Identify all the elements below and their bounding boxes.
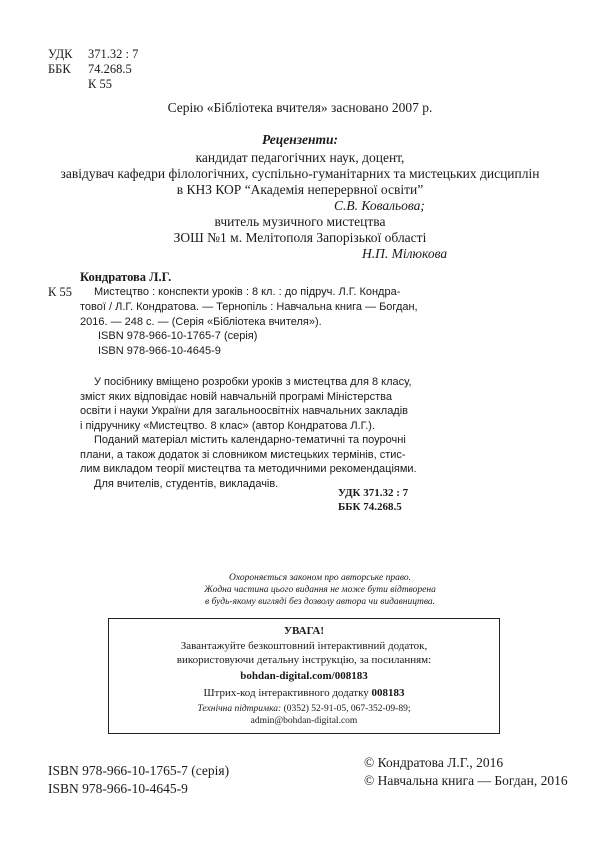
copyright-notice (180, 572, 460, 608)
barcode-label: Штрих-код інтерактивного додатку (203, 687, 369, 699)
support-info (109, 703, 499, 727)
footer-isbn (48, 762, 229, 798)
bib-line: тової / Л.Г. Кондратова. — Тернопіль : Навчальна книга — Богдан, (80, 301, 418, 313)
bib-isbn-line: ISBN 978-966-10-4645-9 (98, 345, 221, 357)
annotation-line: Для вчителів, студентів, викладачів. (94, 477, 279, 490)
udk-label: УДК (48, 47, 73, 61)
copyright-notice-line: Жодна частина цього видання не може бути відтворена (204, 585, 436, 595)
notice-title: УВАГА! (283, 625, 325, 637)
reviewer-1-line: в КНЗ КОР “Академія неперервної освіти” (176, 182, 424, 197)
annotation-line: зміст яких відповідає новій навчальній програмі Міністерства (80, 390, 392, 403)
bib-description (80, 285, 520, 330)
annotation-line: У посібнику вміщено розробки уроків з мистецтва для 8 класу, (94, 376, 412, 388)
notice-link[interactable]: bohdan-digital.com/008183 (240, 670, 368, 682)
bib-isbn (98, 329, 257, 359)
annotation (80, 375, 520, 491)
support-email[interactable]: admin@bohdan-digital.com (250, 716, 358, 726)
classification-block (48, 47, 138, 92)
copyright-notice-line: в будь-якому вигляді без дозволу автора чи видавництва. (204, 597, 436, 607)
udk-value: 371.32 : 7 (88, 47, 139, 61)
annotation-line: плани, а також додаток зі словником мистецьких термінів, стис- (80, 448, 406, 461)
footer-isbn-line: ISBN 978-966-10-1765-7 (серія) (48, 763, 230, 778)
reviewer-1-name: С.В. Ковальова; (334, 198, 425, 213)
reviewer-2-name: Н.П. Мілюкова (362, 246, 448, 261)
footer-isbn-line: ISBN 978-966-10-4645-9 (48, 781, 188, 796)
reviewer-1-line: завідувач кафедри філологічних, суспільно-гуманітарних та мистецьких дисциплін (60, 166, 540, 181)
reviewer-1 (0, 150, 600, 198)
barcode-code: 008183 (371, 687, 405, 699)
notice-box (108, 618, 500, 734)
bib-line: 2016. — 248 с. — (Серія «Бібліотека вчителя»). (80, 316, 322, 328)
annotation-line: і підручнику «Мистецтво. 8 клас» (автор Кондратова Л.Г.). (80, 419, 376, 432)
annotation-line: освіти і науки України для загальноосвітніх навчальних закладів (80, 405, 409, 417)
support-label: Технічна підтримка: (197, 704, 282, 714)
bib-mark: К 55 (48, 285, 72, 299)
footer-copyright-line: © Кондратова Л.Г., 2016 (364, 755, 504, 770)
annotation-line: лим викладом теорії мистецтва та методичними рекомендаціями. (80, 463, 417, 475)
series-note: Серію «Бібліотека вчителя» засновано 2007 р. (167, 100, 433, 115)
bbk-label: ББК (48, 62, 71, 76)
annotation-bbk: ББК 74.268.5 (338, 501, 402, 513)
notice-text-line: Завантажуйте безкоштовний інтерактивний додаток, (180, 640, 428, 652)
barcode-line (109, 686, 499, 700)
reviewer-2-line: ЗОШ №1 м. Мелітополя Запорізької області (173, 230, 427, 245)
author-mark: К 55 (88, 77, 112, 91)
notice-text-line: використовуючи детальну інструкцію, за посиланням: (176, 654, 432, 666)
reviewer-2 (0, 214, 600, 246)
footer-copyright-line: © Навчальна книга — Богдан, 2016 (364, 773, 568, 788)
notice-text (109, 639, 499, 667)
bib-author: Кондратова Л.Г. (80, 270, 172, 284)
reviewer-1-line: кандидат педагогічних наук, доцент, (195, 150, 405, 165)
annotation-line: Поданий матеріал містить календарно-тематичні та поурочні (94, 434, 406, 446)
reviewers-heading: Рецензенти: (261, 132, 338, 147)
annotation-udk: УДК 371.32 : 7 (338, 487, 409, 499)
bbk-value: 74.268.5 (88, 62, 132, 76)
reviewer-2-line: вчитель музичного мистецтва (214, 214, 386, 229)
support-phones: (0352) 52-91-05, 067-352-09-89; (283, 704, 411, 714)
footer-copyright (364, 754, 568, 790)
bib-isbn-line: ISBN 978-966-10-1765-7 (серія) (98, 330, 258, 342)
copyright-notice-line: Охороняється законом про авторське право. (229, 573, 411, 583)
bib-line: Мистецтво : конспекти уроків : 8 кл. : до підруч. Л.Г. Кондра- (94, 286, 401, 298)
